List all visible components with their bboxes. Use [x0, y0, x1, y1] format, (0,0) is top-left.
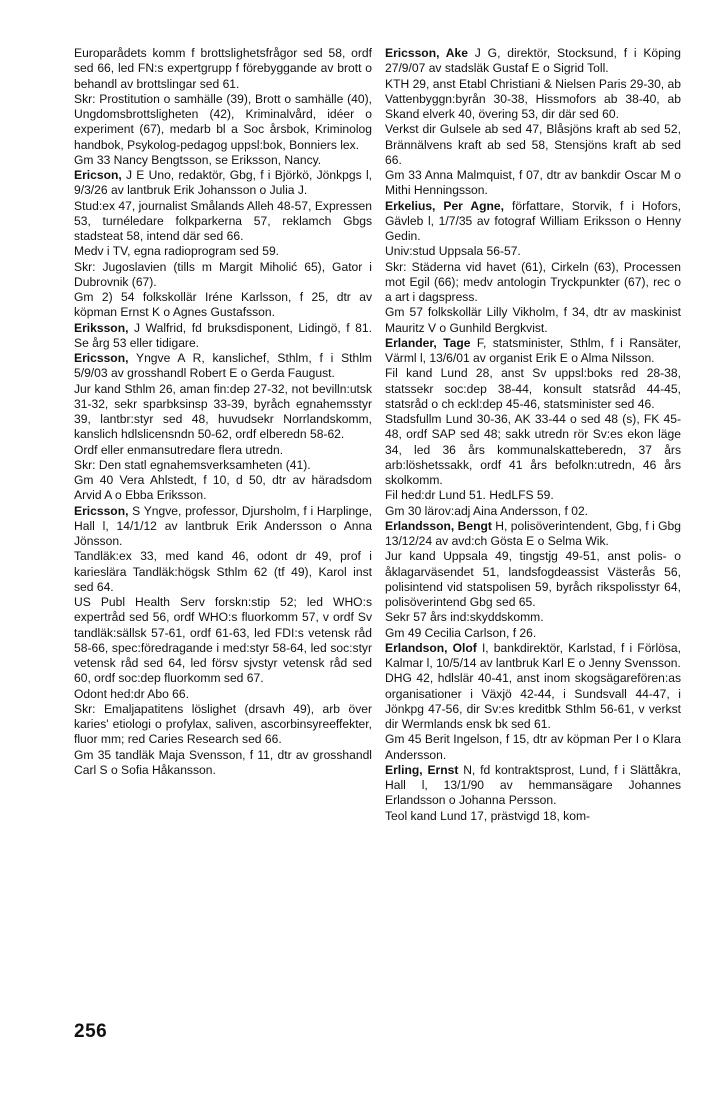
entry-heading-paragraph — [385, 519, 681, 550]
entry-paragraph: Fil kand Lund 28, anst Sv uppsl:boks red 28-38, statssekr soc:dep 38-44, konsult statsråd 44-45, statsråd o ch eckl:dep 45-46, statsminister sed 46. — [385, 366, 681, 411]
entry-paragraph: Gm 2) 54 folkskollär Iréne Karlsson, f 25, dtr av köpman Ernst K o Agnes Gustafsson. — [74, 290, 372, 320]
entry-heading-paragraph — [385, 46, 681, 77]
entry-name: Erlandson, Olof — [385, 640, 477, 655]
entry-paragraph: DHG 42, hdlslär 40-41, anst inom skogsägarefören:as organisationer i Växjö 42-44, i Sundsvall 44-47, i Jönkpg 47-56, dir Sv:es kreditbk Sthlm 56-61, v verkst dir Wermlands ensk bk sed 61. — [385, 671, 681, 731]
entry-text: F, statsminister, Sthlm, f i Ransäter, Värml l, 13/6/01 av organist Erik E o Alma Nilsson. — [385, 335, 681, 365]
entry-text: författare, Storvik, f i Hofors, Gävleb l, 1/7/35 av fotograf William Eriksson o Henny Gedin. — [385, 198, 681, 243]
entry-text: I, bankdirektör, Karlstad, f i Förlösa, Kalmar l, 10/5/14 av lantbruk Karl E o Jenny Svensson. — [385, 640, 681, 670]
entry-paragraph: Gm 33 Nancy Bengtsson, se Eriksson, Nancy. — [74, 152, 322, 167]
entry-paragraph: Gm 49 Cecilia Carlson, f 26. — [385, 625, 537, 640]
entry-name: Erlander, Tage — [385, 335, 471, 350]
entry-paragraph: Skr: Prostitution o samhälle (39), Brott o samhälle (40), Ungdomsbrottsligheten (42), Kriminalvård, idéer o experiment (67), medarb bl a Soc årsbok, Kriminolog handbok, Psykolog-pedagog uppsl:bok, Bonniers lex. — [74, 91, 372, 152]
entry-paragraph: Jur kand Uppsala 49, tingstjg 49-51, anst polis- o åklagarväsendet 51, landsfogdeassist Västerås 56, polisintend vid statspolisen 59, byråch rikspolisstyr 64, polisöverintend Gbg sed 65. — [385, 549, 681, 609]
entry-paragraph: KTH 29, anst Etabl Christiani & Nielsen Paris 29-30, ab Vattenbyggn:byrån 30-38, Hissmofors ab 38-40, ab Skand elverk 40, övering 53, dir där sed 60. — [385, 76, 681, 121]
entry-paragraph: Tandläk:ex 33, med kand 46, odont dr 49, prof i karieslära Tandläk:högsk Sthlm 62 (tf 49), Karol inst sed 64. — [74, 549, 372, 594]
page-number: 256 — [74, 1021, 108, 1042]
entry-paragraph: Univ:stud Uppsala 56-57. — [385, 244, 521, 259]
entry-paragraph: Gm 35 tandläk Maja Svensson, f 11, dtr av grosshandl Carl S o Sofia Håkansson. — [74, 747, 372, 777]
entry-paragraph: Teol kand Lund 17, prästvigd 18, kom- — [385, 808, 591, 823]
entry-name: Erkelius, Per Agne, — [385, 198, 505, 213]
entry-name: Ericson, — [74, 168, 122, 182]
entry-heading-paragraph — [74, 168, 372, 199]
entry-heading-paragraph — [385, 641, 681, 672]
entry-text: J Walfrid, fd bruksdisponent, Lidingö, f 81. Se årg 53 eller tidigare. — [74, 320, 372, 350]
entry-heading-paragraph — [74, 321, 372, 352]
entry-paragraph: Fil hed:dr Lund 51. HedLFS 59. — [385, 488, 554, 503]
entry-heading-paragraph — [74, 504, 372, 550]
entry-paragraph: Gm 30 lärov:adj Aina Andersson, f 02. — [385, 503, 589, 518]
entry-text: N, fd kontraktsprost, Lund, f i Slättåkra, Hall l, 13/1/90 av hemmansägare Johannes Erlandsson o Johanna Persson. — [385, 762, 681, 808]
right-column — [385, 46, 681, 824]
entry-paragraph: Sekr 57 års ind:skyddskomm. — [385, 610, 544, 625]
entry-paragraph: US Publ Health Serv forskn:stip 52; led WHO:s expertråd sed 56, ordf WHO:s fluorkomm 57, v ordf Sv tandläk:sällsk 57-61, ordf 61-63, led FDI:s vetensk råd 58-66, spec:föredragande i med:styr 58-64, led soc:styr vetensk råd sed 64, led försv sjvstyr vetensk råd sed 60, ordf soc:dep fluorkomm sed 67. — [74, 595, 372, 686]
entry-paragraph: Gm 33 Anna Malmquist, f 07, dtr av bankdir Oscar M o Mithi Henningsson. — [385, 168, 681, 198]
entry-text: J G, direktör, Stocksund, f i Köping 27/9/07 av stadsläk Gustaf E o Sigrid Toll. — [385, 46, 682, 76]
entry-paragraph: Stadsfullm Lund 30-36, AK 33-44 o sed 48 (s), FK 45-48, ordf SAP sed 48; sakk utredn rör Sv:es ekon läge 34, led 36 års kommunalskatteberedn, 37 års arb:löshetssakk, ordf 41 års befolkn:utredn, 46 års skolkomm. — [385, 412, 681, 487]
entry-heading-paragraph — [385, 199, 681, 245]
entry-name: Erlandsson, Bengt — [385, 518, 492, 533]
entry-paragraph: Skr: Emaljapatitens löslighet (drsavh 49), arb över karies' etiologi o profylax, saliven, ascorbinsyreeffekter, fluor mm; red Caries Research sed 66. — [74, 701, 372, 747]
entry-paragraph: Skr: Städerna vid havet (61), Cirkeln (63), Processen mot Egil (66); medv antologin Tryckpunkter (67), rec o a art i dagspress. — [385, 259, 681, 304]
entry-paragraph: Verkst dir Gulsele ab sed 47, Blåsjöns kraft ab sed 52, Brännälvens kraft ab sed 58, Stensjöns kraft ab sed 66. — [385, 122, 681, 167]
entry-paragraph: Skr: Den statl egnahemsverksamheten (41). — [74, 457, 311, 472]
entry-heading-paragraph — [385, 336, 681, 367]
entry-paragraph: Gm 45 Berit Ingelson, f 15, dtr av köpman Per I o Klara Andersson. — [385, 732, 681, 762]
entry-paragraph: Jur kand Sthlm 26, aman fin:dep 27-32, not bevilln:utsk 31-32, sekr sparbksinsp 33-39, byråch egnahemsstyr 39, lantbr:styr sed 48, huvudsekr Norrlandskomm, kanslich hdlslicensndn 50-62, ordf elberedn 58-62. — [74, 381, 372, 442]
entry-paragraph: Skr: Jugoslavien (tills m Margit Miholić 65), Gator i Dubrovnik (67). — [74, 259, 372, 289]
entry-paragraph: Gm 57 folkskollär Lilly Vikholm, f 34, dtr av maskinist Mauritz V o Gunhild Bergkvist. — [385, 305, 681, 335]
entry-name: Ericsson, — [74, 503, 129, 518]
left-column — [74, 46, 372, 778]
entry-paragraph: Ordf eller enmansutredare flera utredn. — [74, 442, 284, 457]
entry-name: Eriksson, — [74, 320, 129, 335]
entry-paragraph: Odont hed:dr Abo 66. — [74, 686, 189, 701]
entry-heading-paragraph — [385, 763, 681, 809]
entry-heading-paragraph — [74, 351, 372, 382]
entry-paragraph: Medv i TV, egna radioprogram sed 59. — [74, 244, 280, 259]
entry-text: H, polisöverintendent, Gbg, f i Gbg 13/12/24 av avd:ch Gösta E o Selma Wik. — [385, 518, 682, 548]
entry-text: S Yngve, professor, Djursholm, f i Harplinge, Hall l, 14/1/12 av lantbruk Erik Andersson o Anna Jönsson. — [74, 503, 372, 548]
entry-paragraph: Gm 40 Vera Ahlstedt, f 10, d 50, dtr av häradsdom Arvid A o Ebba Eriksson. — [74, 473, 372, 503]
entry-paragraph: Europarådets komm f brottslighetsfrågor sed 58, ordf sed 66, led FN:s expertgrupp f förebyggande av brott o behandl av brottslingar sed 61. — [74, 46, 372, 91]
entry-paragraph: Stud:ex 47, journalist Smålands Alleh 48-57, Expressen 53, turnéledare folkparkerna 57, reklamch Gbgs stadsteat 58, intend där sed 66. — [74, 198, 372, 243]
entry-name: Erling, Ernst — [385, 762, 459, 777]
entry-name: Ericsson, Ake — [385, 46, 468, 60]
entry-name: Ericsson, — [74, 351, 129, 365]
entry-text: Yngve A R, kanslichef, Sthlm, f i Sthlm 5/9/03 av grosshandl Robert E o Gerda Faugust. — [74, 351, 372, 381]
entry-text: J E Uno, redaktör, Gbg, f i Björkö, Jönkpgs l, 9/3/26 av lantbruk Erik Johansson o Julia J. — [74, 168, 372, 198]
